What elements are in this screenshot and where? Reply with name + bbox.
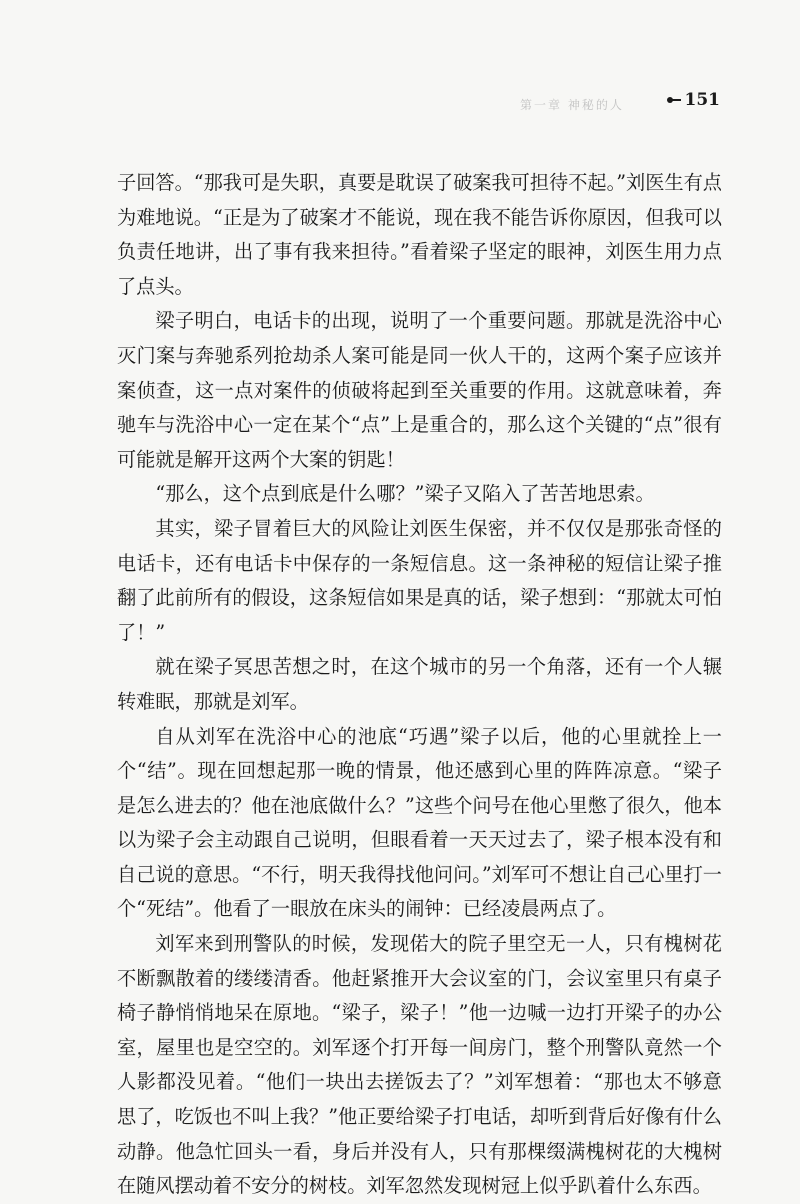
page-number-block xyxy=(667,90,721,110)
paragraph-2: 梁子明白，电话卡的出现，说明了一个重要问题。那就是洗浴中心灭门案与奔驰系列抢劫杀人案可能是同一伙人干的，这两个案子应该并案侦查，这一点对案件的侦破将起到至关重要的作用。这就意味着，奔驰车与洗浴中心一定在某个“点”上是重合的，那么这个关键的“点”很有可能就是解开这两个大案的钥匙！ xyxy=(117,309,722,471)
paragraph-1: 子回答。“那我可是失职，真要是耽误了破案我可担待不起。”刘医生有点为难地说。“正是为了破案才不能说，现在我不能告诉你原因，但我可以负责任地讲，出了事有我来担待。”看着梁子坚定的眼神，刘医生用力点了点头。 xyxy=(117,171,722,298)
paragraph-7: 刘军来到刑警队的时候，发现偌大的院子里空无一人，只有槐树花不断飘散着的缕缕清香。他赶紧推开大会议室的门，会议室里只有桌子椅子静悄悄地呆在原地。“梁子，梁子！”他一边喊一边打开梁子的办公室，屋里也是空空的。刘军逐个打开每一间房门，整个刑警队竟然一个人影都没见着。“他们一块出去搓饭去了？”刘军想着：“那也太不够意思了，吃饭也不叫上我？”他正要给梁子打电话，却听到背后好像有什么动静。他急忙回头一看，身后并没有人，只有那棵缀满槐树花的大槐树在随风摆动着不安分的树枝。刘军忽然发现树冠上似乎趴着什么东西。 xyxy=(117,932,722,1198)
running-head: 第一章 神秘的人 xyxy=(520,98,624,112)
bullet-icon xyxy=(667,96,681,104)
body-text xyxy=(117,166,722,1204)
paragraph-6: 自从刘军在洗浴中心的池底“巧遇”梁子以后，他的心里就拴上一个“结”。现在回想起那一晚的情景，他还感到心里的阵阵凉意。“梁子是怎么进去的？他在池底做什么？”这些个问号在他心里憋了很久，他本以为梁子会主动跟自己说明，但眼看着一天天过去了，梁子根本没有和自己说的意思。“不行，明天我得找他问问。”刘军可不想让自己心里打一个“死结”。他看了一眼放在床头的闹钟：已经凌晨两点了。 xyxy=(117,724,722,921)
page-number: 151 xyxy=(684,90,720,110)
paragraph-5: 就在梁子冥思苦想之时，在这个城市的另一个角落，还有一个人辗转难眠，那就是刘军。 xyxy=(117,655,722,713)
paragraph-3: “那么，这个点到底是什么哪？”梁子又陷入了苦苦地思索。 xyxy=(155,482,655,506)
paragraph-4: 其实，梁子冒着巨大的风险让刘医生保密，并不仅仅是那张奇怪的电话卡，还有电话卡中保存的一条短信息。这一条神秘的短信让梁子推翻了此前所有的假设，这条短信如果是真的话，梁子想到：“那就太可怕了！” xyxy=(117,516,722,644)
page-header xyxy=(500,88,720,118)
